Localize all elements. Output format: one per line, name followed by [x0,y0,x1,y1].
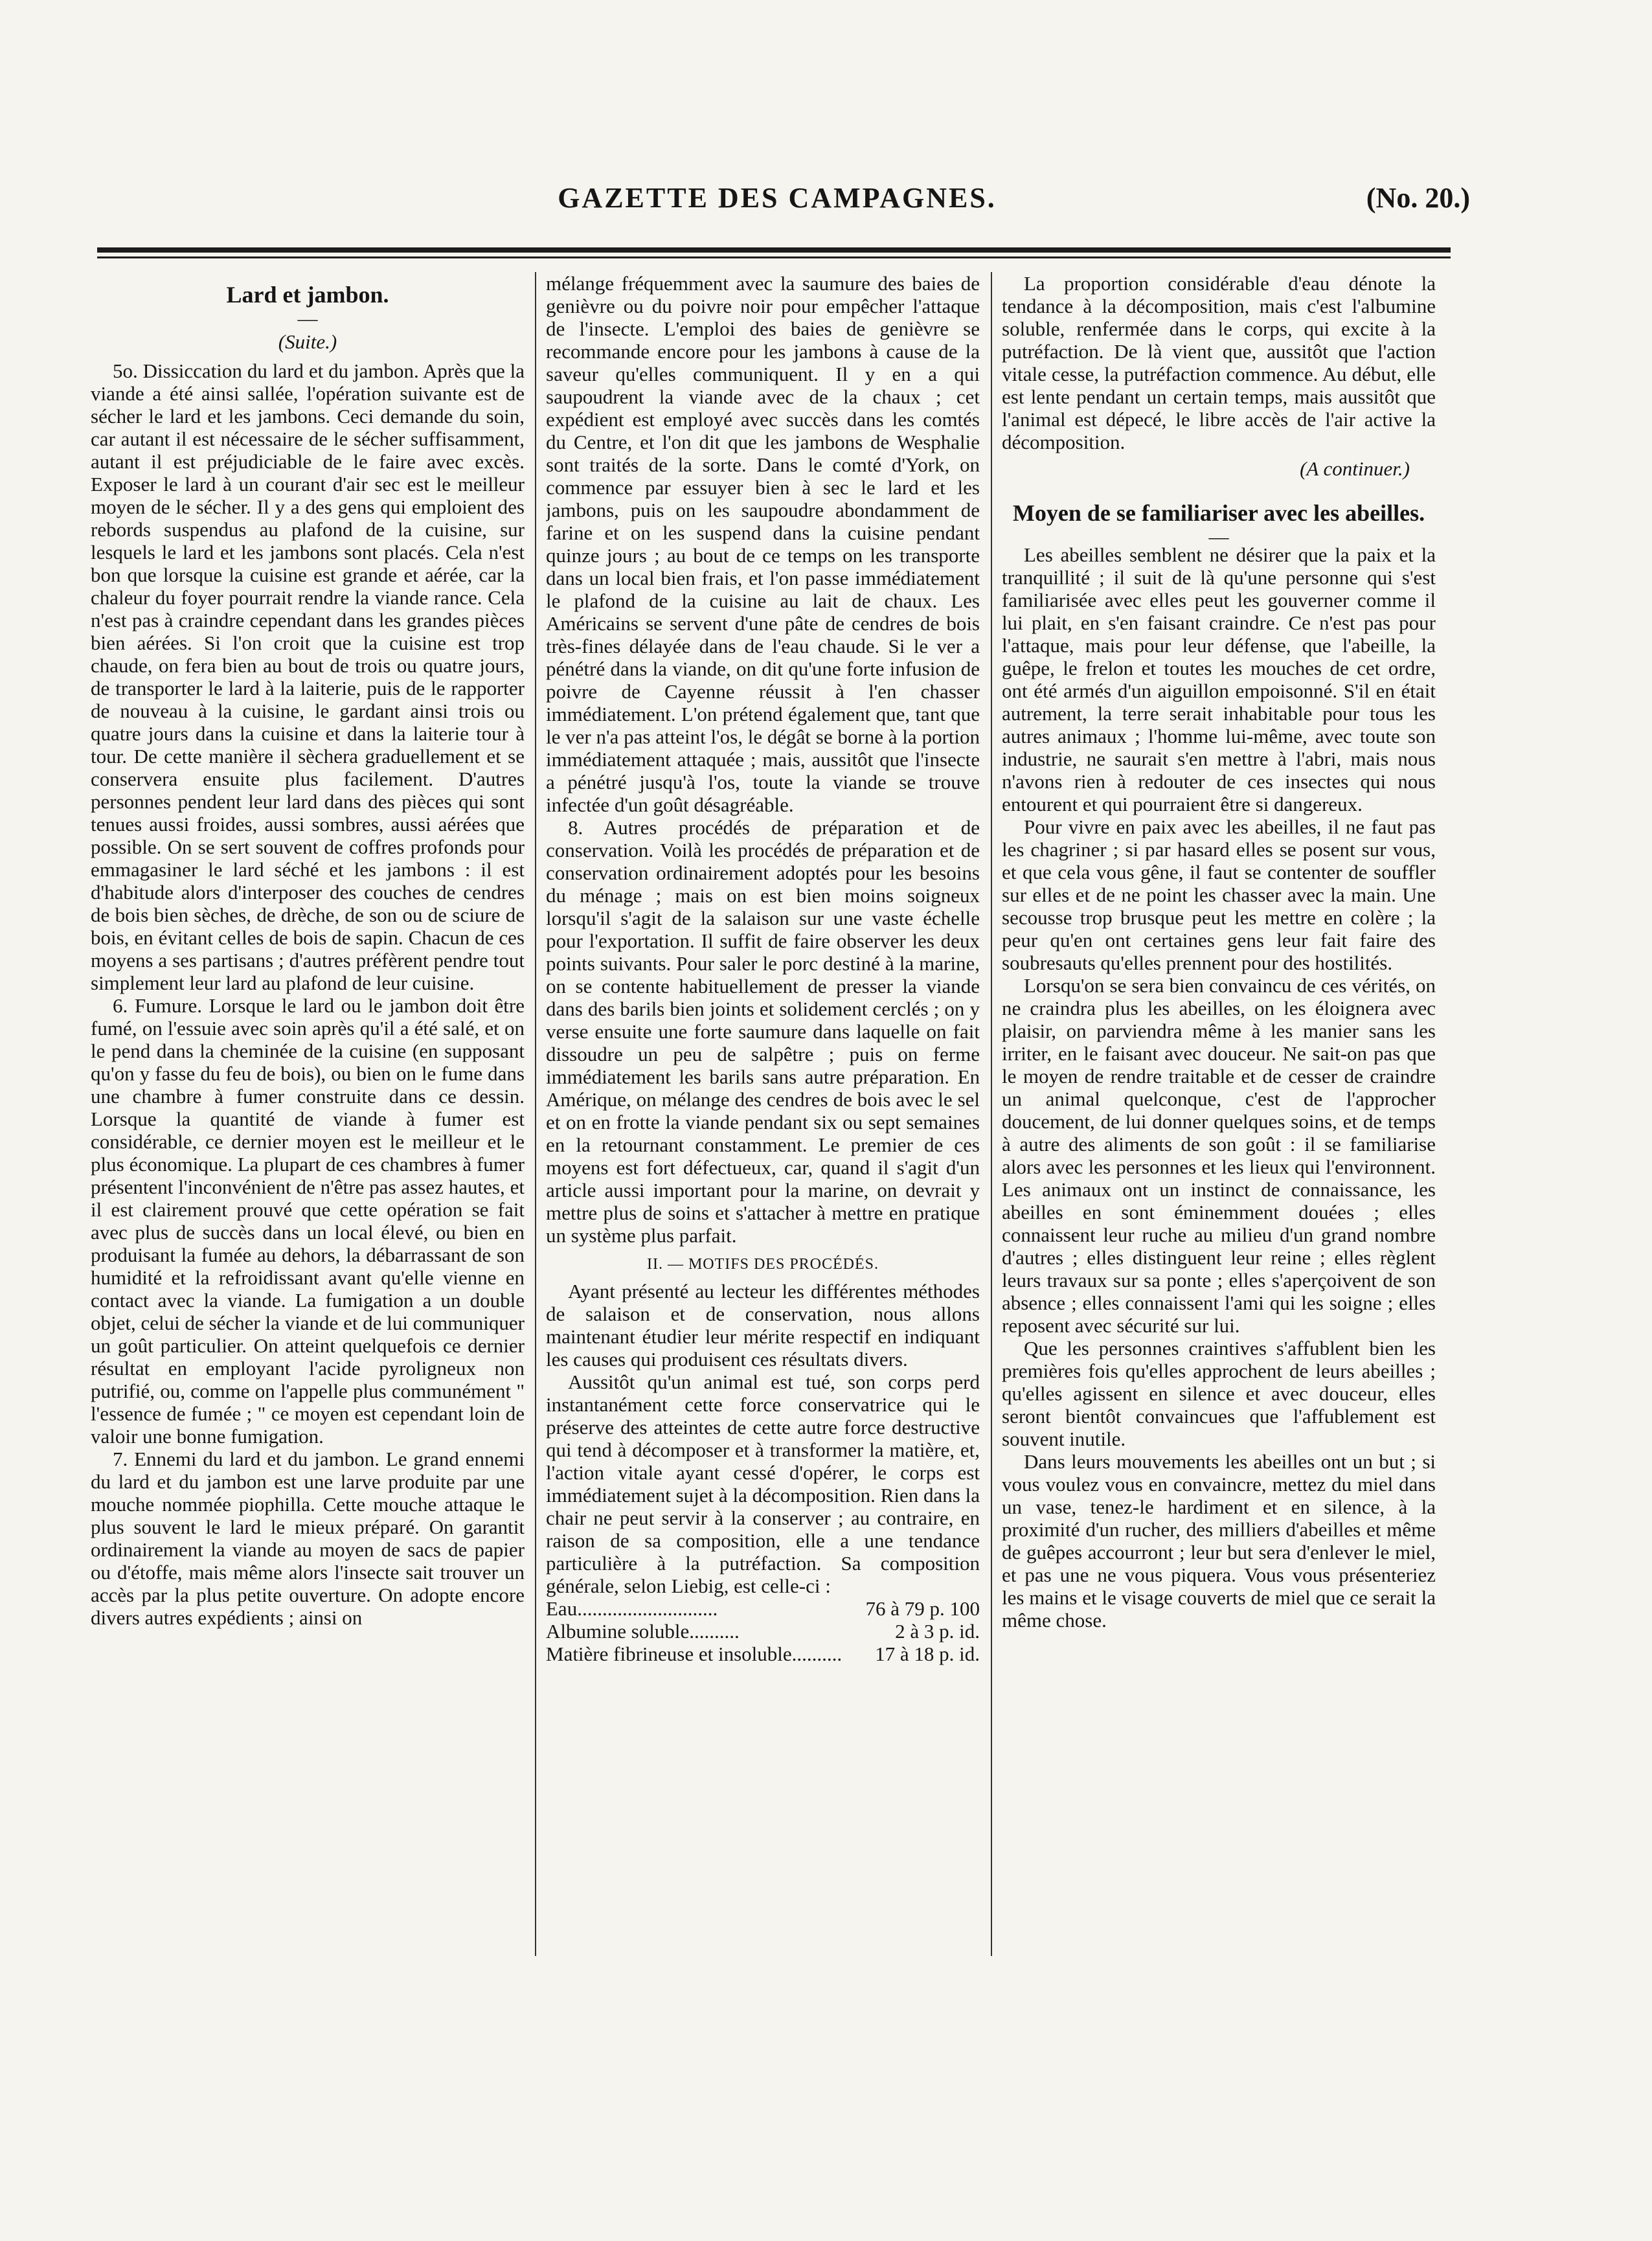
paragraph-fumure: 6. Fumure. Lorsque le lard ou le jambon doit être fumé, on l'essuie avec soin après qu'il a été salé, et on le pend dans la cheminée de la cuisine (en supposant qu'on y fasse du feu de bois), ou bien on le fume dans une chambre à fumer construite dans ce dessin. Lorsque la quantité de viande à fumer est considérable, ce dernier moyen est le meilleur et le plus économique. La plupart de ces chambres à fumer présentent l'inconvénient de n'être pas assez hautes, et il est clairement prouvé que cette opération se fait avec plus de succès dans un local élevé, ou bien en produisant la fumée au dehors, la débarrassant de son humidité et la refroidissant avant qu'elle vienne en contact avec la viande. La fumigation a un double objet, celui de sécher la viande et de lui communiquer un goût particulier. On atteint quelquefois ce dernier résultat en employant l'acide pyroligneux non putrifié, ou, comme on l'appelle plus communément " l'essence de fumée ; " ce moyen est cependant loin de valoir une bonne fumigation. [91,994,525,1448]
continued-note: (A continuer.) [1300,457,1410,480]
column-1 [91,272,525,1969]
paragraph-abeilles-4: Que les personnes craintives s'affublent bien les premières fois qu'elles approchent de leurs abeilles ; qu'elles agissent en silence et avec douceur, elles seront bientôt convaincues que l'affublement est souvent inutile. [1002,1337,1436,1450]
issue-number: (No. 20.) [1366,182,1470,214]
article-title-lard: Lard et jambon. [226,282,389,308]
composition-label: Albumine soluble.......... [546,1620,740,1643]
paragraph-abeilles-1: Les abeilles semblent ne désirer que la paix et la tranquillité ; il suit de là qu'une personne qui s'est familiarisée avec elles peut les gouverner comme il lui plait, en s'en faisant craindre. Ce n'est pas pour l'attaque, mais pour leur défense, que l'abeille, la guêpe, le frelon et toutes les mouches de cet ordre, ont été armés d'un aiguillon empoisonné. S'il en était autrement, la terre serait inhabitable pour tous les autres animaux ; l'homme lui-même, avec toute son industrie, ne saurait s'en mettre à l'abri, mais nous n'avons rien à redouter de ces insectes qui nous entourent et qui pourraient être si dangereux. [1002,543,1436,815]
composition-value: 76 à 79 p. 100 [865,1597,980,1620]
composition-value: 17 à 18 p. id. [875,1643,980,1665]
composition-label: Eau............................ [546,1597,718,1620]
paragraph-proportion: La proportion considérable d'eau dénote la tendance à la décomposition, mais c'est l'albumine soluble, renfermée dans le corps, qui excite à la putréfaction. De là vient que, aussitôt que l'action vitale cesse, la putréfaction commence. Au début, elle est lente pendant un certain temps, mais aussitôt que l'animal est dépecé, le libre accès de l'air active la décomposition. [1002,272,1436,453]
composition-label: Matière fibrineuse et insoluble.......... [546,1643,843,1665]
paragraph-dissiccation: 5o. Dissiccation du lard et du jambon. Après que la viande a été ainsi sallée, l'opération suivante est de sécher le lard et les jambons. Ceci demande du soin, car autant il est nécessaire de le sécher suffisamment, autant il est préjudiciable de le faire avec excès. Exposer le lard à un courant d'air sec est le meilleur moyen de le sécher. Il y a des gens qui emploient des rebords suspendus au plafond de la cuisine, sur lesquels le lard et les jambons sont placés. Cela n'est bon que lorsque la cuisine est grande et aérée, car la chaleur du foyer pourrait rendre la viande rance. Cela n'est pas à craindre cependant dans les grandes pièces bien aérées. Si l'on croit que la cuisine est trop chaude, on fera bien au bout de trois ou quatre jours, de transporter le lard à la laiterie, puis de le rapporter de nouveau à la cuisine, le gardant ainsi trois ou quatre jours dans la cuisine et dans la laiterie tour à tour. De cette manière il sèchera graduellement et se conservera ensuite plus facilement. D'autres personnes pendent leur lard dans des pièces qui sont tenues aussi froides, aussi sombres, aussi aérées que possible. On se sert souvent de coffres profonds pour emmagasiner le lard séché et les jambons : il est d'habitude alors d'interposer des couches de cendres de bois bien sèches, de drèche, de son ou de sciure de bois, en évitant celles de bois de sapin. Chacun de ces moyens a ses partisans ; d'autres préfèrent pendre tout simplement leur lard au plafond de leur cuisine. [91,359,525,994]
paragraph-autres-procedes: 8. Autres procédés de préparation et de conservation. Voilà les procédés de préparation et de conservation ordinairement adoptés pour les besoins du ménage ; mais on est bien moins soigneux lorsqu'il s'agit de la salaison sur une vaste échelle pour l'exportation. Il suffit de faire observer les deux points suivants. Pour saler le porc destiné à la marine, on se contente habituellement de presser la viande dans des barils bien joints et solidement cerclés ; on y verse ensuite une forte saumure dans laquelle on fait dissoudre un peu de salpêtre ; puis on ferme immédiatement les barils sans autre préparation. En Amérique, on mélange des cendres de bois avec le sel et on en frotte la viande pendant six ou sept semaines en la retournant constamment. Le premier de ces moyens est fort défectueux, car, quand il s'agit d'un article aussi important pour la marine, on devrait y mettre plus de soins et s'attacher à mettre en pratique un système plus parfait. [546,816,980,1247]
article-title-abeilles: Moyen de se familiariser avec les abeilles. [1012,500,1425,526]
masthead-title: GAZETTE DES CAMPAGNES. [558,182,997,214]
section-heading-motifs: II. — MOTIFS DES PROCÉDÉS. [646,1256,879,1273]
header-rule-thin [97,256,1451,258]
table-row [546,1620,980,1643]
paragraph-abeilles-3: Lorsqu'on se sera bien convaincu de ces vérités, on ne craindra plus les abeilles, on les éloignera avec plaisir, on parviendra même à les manier sans les irriter, en le faisant avec douceur. Ne sait-on pas que le moyen de rendre traitable et de cesser de craindre un animal quelconque, c'est de l'approcher doucement, de lui donner quelques soins, et de temps à autre des aliments de son goût : il se familiarise alors avec les personnes et les lieux qui l'environnent. Les animaux ont un instinct de connaissance, les abeilles en sont éminemment douées ; elles connaissent leur ruche au milieu d'un grand nombre d'autres ; elles distinguent leur reine ; elles règlent leurs travaux sur sa ponte ; elles s'aperçoivent de son absence ; elles connaissent l'ami qui les soigne ; elles reposent avec sécurité sur lui. [1002,974,1436,1337]
page-header [84,181,1470,220]
column-2 [546,272,980,1969]
column-divider-2 [991,272,992,1956]
composition-value: 2 à 3 p. id. [895,1620,980,1643]
column-divider-1 [535,272,536,1956]
header-rule-thick [97,247,1451,253]
title-dash: — [297,307,318,330]
paragraph-ennemi: 7. Ennemi du lard et du jambon. Le grand ennemi du lard et du jambon est une larve produite par une mouche nommée piophilla. Cette mouche attaque le plus souvent le lard le mieux préparé. On garantit ordinairement la viande au moyen de sacs de papier ou d'étoffe, mais même alors l'insecte sait trouver un accès par la plus petite ouverture. On adopte encore divers autres expédients ; ainsi on [91,1448,525,1629]
title-dash: — [1208,525,1229,548]
table-row [546,1643,980,1665]
paragraph-ennemi-continued: mélange fréquemment avec la saumure des baies de genièvre ou du poivre noir pour empêcher l'attaque de l'insecte. L'emploi des baies de genièvre se recommande encore pour les jambons à cause de la saveur qu'elles communiquent. Il y en a qui saupoudrent la viande avec de la chaux ; cet expédient est employé avec succès dans les comtés du Centre, et l'on dit que les jambons de Wesphalie sont traités de la sorte. Dans le comté d'York, on commence par essuyer bien à sec le lard et les jambons, puis on les saupoudre abondamment de farine et on les suspend dans la cuisine pendant quinze jours ; au bout de ce temps on les transporte dans un local bien frais, et l'on passe immédiatement le plafond de la cuisine au lait de chaux. Les Américains se servent d'une pâte de cendres de bois très-fines délayée dans de l'eau chaude. Si le ver a pénétré dans la viande, on dit qu'une forte infusion de poivre de Cayenne réussit à l'en chasser immédiatement. L'on prétend également que, tant que le ver n'a pas atteint l'os, le dégât se borne à la portion immédiatement attaquée ; mais, aussitôt que l'insecte a pénétré jusqu'à l'os, toute la viande se trouve infectée d'un goût désagréable. [546,272,980,816]
paragraph-abeilles-2: Pour vivre en paix avec les abeilles, il ne faut pas les chagriner ; si par hasard elles se posent sur vous, et que cela vous gêne, il faut se contenter de souffler sur elles et de ne point les chasser avec la main. Une secousse trop brusque peut les mettre en colère ; la peur qu'en ont certaines gens leur fait faire des soubresauts qu'elles prennent pour des hostilités. [1002,815,1436,974]
paragraph-ayant-presente: Ayant présenté au lecteur les différentes méthodes de salaison et de conservation, nous allons maintenant étudier leur mérite respectif en indiquant les causes qui produisent ces résultats divers. [546,1280,980,1371]
composition-table [546,1597,980,1665]
column-3 [1002,272,1436,1969]
article-subtitle: (Suite.) [278,330,337,353]
paragraph-aussitot: Aussitôt qu'un animal est tué, son corps perd instantanément cette force conservatrice qui le préserve des atteintes de cette autre force destructive qui tend à décomposer et à transformer la matière, et, l'action vitale ayant cessé d'opérer, le corps est immédiatement sujet à la décomposition. Rien dans la chair ne peut servir à la conserver ; au contraire, en raison de sa composition, elle a une tendance particulière à la putréfaction. Sa composition générale, selon Liebig, est celle-ci : [546,1371,980,1597]
table-row [546,1597,980,1620]
paragraph-abeilles-5: Dans leurs mouvements les abeilles ont un but ; si vous voulez vous en convaincre, mettez du miel dans un vase, tenez-le hardiment et en silence, à la proximité d'un rucher, des milliers d'abeilles et même de guêpes accourront ; leur but sera d'enlever le miel, et pas une ne vous piquera. Vous vous présenteriez les mains et le visage couverts de miel que ce serait la même chose. [1002,1450,1436,1632]
